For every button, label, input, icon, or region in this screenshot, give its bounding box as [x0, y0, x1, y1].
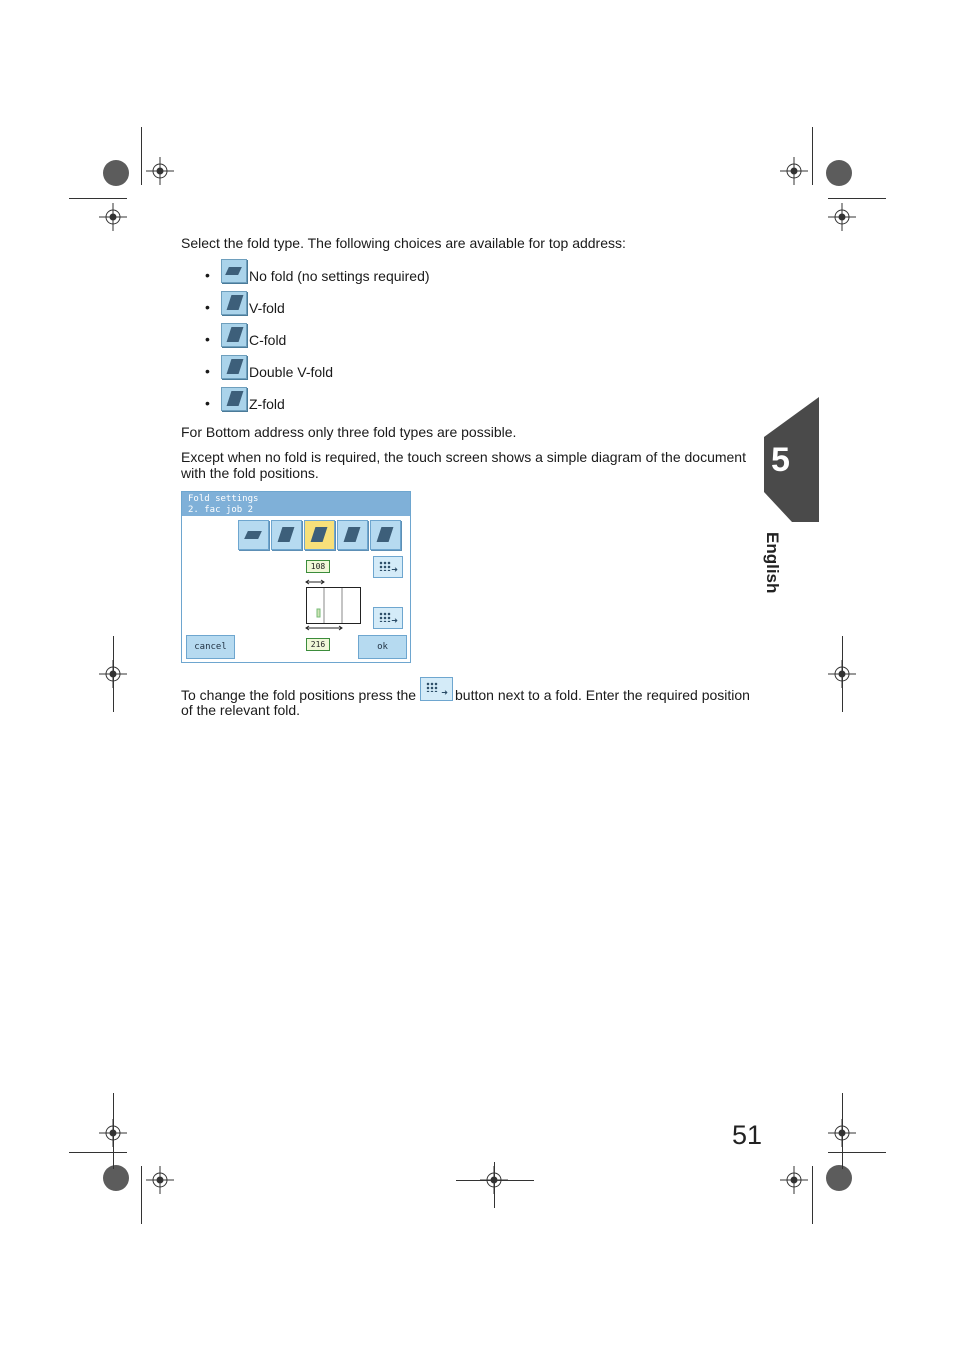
bottom-note: For Bottom address only three fold types are possible.	[181, 424, 517, 440]
change-text-line2: of the relevant fold.	[181, 702, 301, 718]
crop-line	[812, 1166, 813, 1224]
crop-line	[494, 1162, 495, 1208]
crop-line	[69, 198, 127, 199]
screen-header	[182, 492, 410, 516]
crop-line	[812, 127, 813, 185]
registration-dot	[103, 1165, 129, 1191]
crosshair-icon	[99, 203, 127, 231]
keypad-icon: ➜	[420, 677, 453, 701]
v-fold-icon	[221, 291, 247, 315]
bullet: •	[205, 299, 210, 315]
crop-line	[828, 1152, 886, 1153]
ok-button[interactable]: ok	[358, 635, 407, 659]
crop-line	[842, 636, 843, 712]
bullet: •	[205, 331, 210, 347]
c-fold-button[interactable]	[304, 520, 335, 550]
crosshair-icon	[828, 203, 856, 231]
bullet: •	[205, 267, 210, 283]
page-number: 51	[732, 1120, 763, 1150]
keypad-dots	[426, 682, 438, 692]
document-diagram	[302, 577, 364, 633]
cancel-button[interactable]: cancel	[186, 635, 235, 659]
fold-option-label: Double V-fold	[249, 364, 334, 380]
except-text-line1: Except when no fold is required, the touch screen shows a simple diagram of the document	[181, 449, 746, 465]
z-fold-button[interactable]	[370, 520, 401, 550]
crop-line	[113, 1093, 114, 1169]
no-fold-icon	[221, 259, 247, 283]
except-text-line2: with the fold positions.	[181, 465, 319, 481]
fold-settings-screen	[181, 491, 411, 663]
registration-dot	[826, 1165, 852, 1191]
crop-line	[141, 127, 142, 185]
change-text-line1a: To change the fold positions press the	[181, 687, 417, 703]
change-text-line1b: button next to a fold. Enter the required position	[455, 687, 750, 703]
crosshair-icon	[146, 1166, 174, 1194]
chapter-number: 5	[771, 441, 790, 479]
fold-position-top-field[interactable]: 108	[306, 560, 330, 573]
screen-subtitle: 2. fac job 2	[188, 505, 254, 515]
double-v-fold-icon	[221, 355, 247, 379]
fold-option-label: C-fold	[249, 332, 287, 348]
fold-option-label: No fold (no settings required)	[249, 268, 430, 284]
keypad-button-bottom[interactable]: ➜	[373, 607, 403, 629]
crop-line	[842, 1093, 843, 1169]
fold-position-bottom-field[interactable]: 216	[306, 638, 330, 651]
keypad-icon	[379, 561, 391, 571]
crop-line	[113, 636, 114, 712]
language-label: English	[763, 532, 782, 594]
crop-line	[456, 1180, 534, 1181]
crosshair-icon	[780, 1166, 808, 1194]
registration-dot	[826, 160, 852, 186]
crop-line	[828, 198, 886, 199]
keypad-icon	[379, 612, 391, 622]
crosshair-icon	[146, 157, 174, 185]
crop-line	[69, 1152, 127, 1153]
crop-line	[141, 1166, 142, 1224]
z-fold-icon	[221, 387, 247, 411]
screen-title: Fold settings	[188, 494, 259, 504]
bullet: •	[205, 395, 210, 411]
v-fold-button[interactable]	[271, 520, 302, 550]
intro-text: Select the fold type. The following choices are available for top address:	[181, 235, 626, 251]
fold-option-label: Z-fold	[249, 396, 285, 412]
fold-option-label: V-fold	[249, 300, 285, 316]
double-v-fold-button[interactable]	[337, 520, 368, 550]
registration-dot	[103, 160, 129, 186]
bullet: •	[205, 363, 210, 379]
c-fold-icon	[221, 323, 247, 347]
keypad-button-top[interactable]: ➜	[373, 556, 403, 578]
crosshair-icon	[780, 157, 808, 185]
language-tab	[760, 532, 800, 602]
no-fold-button[interactable]	[238, 520, 269, 550]
